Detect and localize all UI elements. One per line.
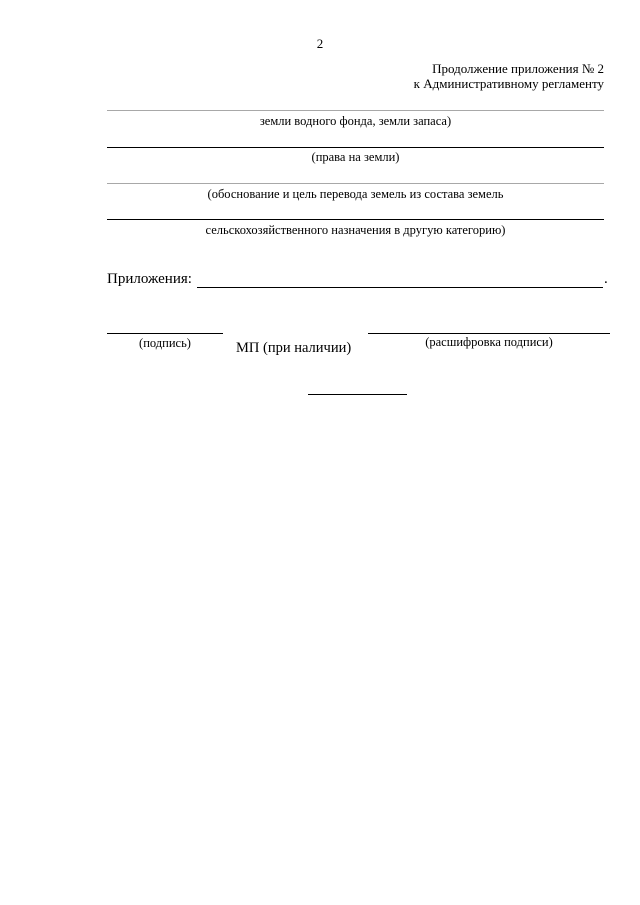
signature-caption: (подпись) [139,336,191,350]
signature-line [107,333,223,334]
signature-decoding-line [368,333,610,334]
land-category-caption: земли водного фонда, земли запаса) [259,114,452,128]
attachments-label: Приложения: [107,271,192,287]
justification-field-line [107,183,604,184]
justification-caption: (обоснование и цель перевода земель из состава земель [207,187,504,201]
appendix-header-line2: к Административному регламенту [413,76,604,91]
land-rights-field-line [107,147,604,148]
page-number: 2 [316,36,324,51]
stamp-label: МП (при наличии) [236,340,352,356]
end-separator-line [308,394,407,395]
agri-field-line [107,219,604,220]
signature-decoding-caption: (расшифровка подписи) [425,335,553,349]
agri-caption: сельскохозяйственного назначения в другую категорию) [205,223,506,237]
land-rights-caption: (права на земли) [311,150,400,164]
attachments-period: . [604,271,608,287]
appendix-header-line1: Продолжение приложения № 2 [432,61,604,76]
appendix-header [414,61,604,91]
attachments-field-line [197,287,603,288]
land-category-field-line [107,110,604,111]
